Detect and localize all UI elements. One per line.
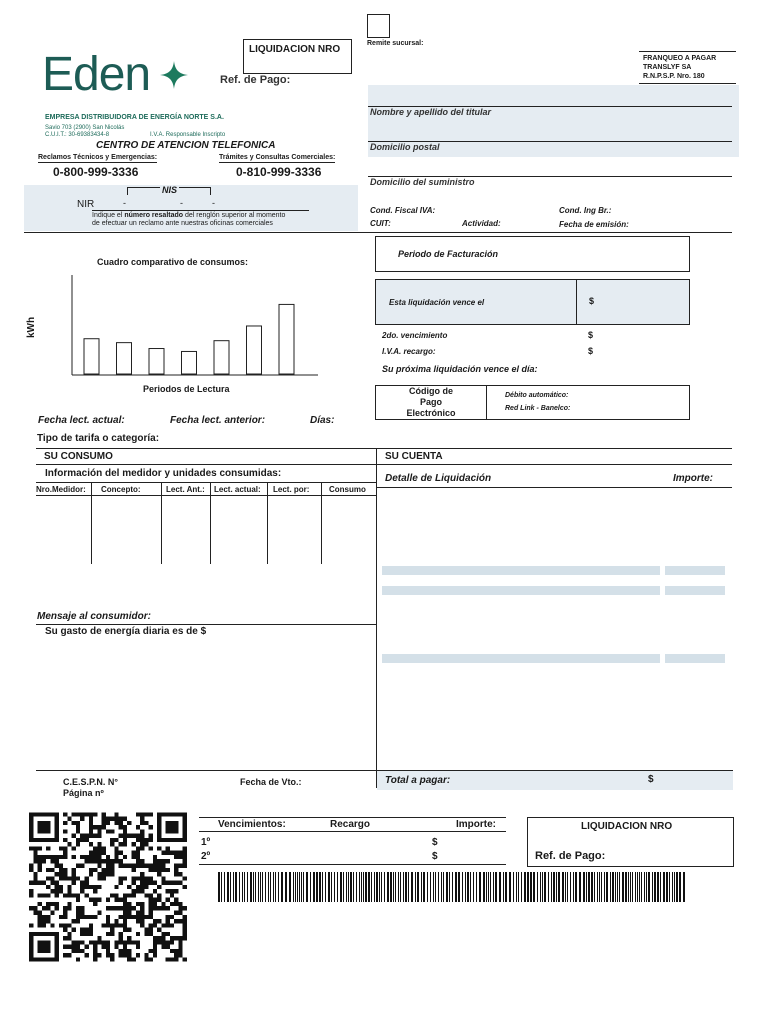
cespn-label: C.E.S.P.N. N° — [63, 777, 118, 787]
logo-star-icon — [160, 61, 188, 89]
consumption-chart — [60, 275, 320, 381]
domicilio-postal-label: Domicilio postal — [370, 142, 440, 152]
detail-amount-band — [665, 566, 725, 575]
chart-title: Cuadro comparativo de consumos: — [97, 257, 249, 267]
nis-label: NIS — [162, 185, 178, 195]
ref-pago-label: Ref. de Pago: — [220, 74, 291, 86]
nis-note-pre: Indique el — [92, 212, 125, 219]
redlink-label: Red Link - Banelco: — [505, 405, 571, 412]
company-cuit: C.U.I.T.: 30-69383434-8 — [45, 132, 110, 138]
liquidacion-footer-label: LIQUIDACION NRO — [581, 821, 673, 832]
total-label: Total a pagar: — [385, 775, 451, 786]
chart-bar-7 — [279, 304, 294, 374]
barcode — [218, 872, 688, 902]
nis-note-bold: número resaltado — [124, 212, 184, 219]
detail-row-band — [382, 586, 660, 595]
chart-bar-5 — [214, 341, 229, 374]
actividad-label: Actividad: — [462, 219, 501, 228]
venc-row-1: 1º — [201, 837, 211, 848]
logo-text: Eden — [42, 48, 151, 101]
remite-checkbox — [367, 14, 390, 38]
chart-xlabel: Periodos de Lectura — [143, 384, 230, 394]
chart-bar-4 — [182, 351, 197, 374]
medidor-info-label: Información del medidor y unidades consumidas: — [45, 468, 282, 479]
vence-currency: $ — [589, 296, 595, 306]
codigo-pago-label — [378, 386, 484, 419]
liquidacion-label: LIQUIDACION NRO — [249, 44, 341, 55]
importe-footer-label: Importe: — [456, 819, 496, 830]
remite-label: Remite sucursal: — [367, 40, 424, 47]
iva-recargo-currency: $ — [588, 346, 594, 356]
gasto-label: Su gasto de energía diaria es de $ — [45, 626, 207, 637]
ref-pago-footer-label: Ref. de Pago: — [535, 850, 606, 862]
detalle-label: Detalle de Liquidación — [385, 473, 492, 484]
fecha-vto-label: Fecha de Vto.: — [240, 777, 302, 787]
cuit-label: CUIT: — [370, 219, 391, 228]
col-lect-actual: Lect. actual: — [214, 485, 261, 494]
mensaje-label: Mensaje al consumidor: — [37, 611, 151, 622]
company-address: Savio 703 (2900) San Nicolás — [45, 125, 125, 131]
consumo-header: SU CONSUMO — [44, 451, 113, 462]
detail-amount-band — [665, 586, 725, 595]
chart-bar-3 — [149, 349, 164, 374]
nis-dash-3: - — [212, 198, 215, 208]
reclamos-label: Reclamos Técnicos y Emergencias: — [38, 154, 158, 161]
col-medidor: Nro.Medidor: — [36, 485, 86, 494]
nis-underline — [92, 210, 309, 211]
company-name: EMPRESA DISTRIBUIDORA DE ENERGÍA NORTE S.A. — [45, 114, 224, 121]
nis-note-line2: de efectuar un reclamo ante nuestras oficinas comerciales — [92, 220, 273, 227]
chart-bar-1 — [84, 339, 99, 374]
importe-label: Importe: — [673, 473, 713, 484]
company-iva: I.V.A. Responsable Inscripto — [150, 132, 226, 138]
reclamos-phone: 0-800-999-3336 — [53, 165, 139, 179]
tramites-phone: 0-810-999-3336 — [236, 165, 322, 179]
chart-bar-2 — [117, 343, 132, 374]
franqueo-block — [639, 51, 736, 84]
venc-row-2-currency: $ — [432, 851, 438, 862]
franqueo-line-2: TRANSLYF SA — [643, 64, 692, 71]
codigo-pago-line-1: Código de — [409, 386, 453, 396]
nis-dash-2: - — [180, 198, 183, 208]
col-consumo: Consumo — [329, 485, 366, 494]
chart-bar-6 — [247, 326, 262, 374]
fecha-actual-label: Fecha lect. actual: — [38, 415, 125, 426]
nis-dash-1: - — [123, 198, 126, 208]
iva-recargo-label: I.V.A. recargo: — [382, 347, 436, 356]
nis-note-post: del renglón superior al momento — [183, 212, 286, 219]
col-lect-ant: Lect. Ant.: — [166, 485, 205, 494]
franqueo-line-3: R.N.P.S.P. Nro. 180 — [643, 73, 705, 80]
codigo-pago-line-2: Pago — [419, 397, 442, 407]
proxima-label: Su próxima liquidación vence el día: — [382, 364, 538, 374]
fecha-emision-label: Fecha de emisión: — [559, 220, 629, 229]
detail-amount-band — [665, 654, 725, 663]
tarifa-label: Tipo de tarifa o categoría: — [37, 433, 160, 444]
domicilio-suministro-label: Domicilio del suministro — [370, 177, 475, 187]
pagina-label: Página nº — [63, 788, 104, 798]
vence-label: Esta liquidación vence el — [389, 298, 485, 307]
cuenta-header: SU CUENTA — [385, 451, 443, 462]
total-currency: $ — [648, 774, 654, 785]
col-lect-por: Lect. por: — [273, 485, 310, 494]
detail-row-band — [382, 654, 660, 663]
call-center-title: CENTRO DE ATENCION TELEFONICA — [96, 140, 276, 151]
periodo-label: Periodo de Facturación — [398, 249, 499, 259]
fecha-anterior-label: Fecha lect. anterior: — [170, 415, 266, 426]
cond-iva-label: Cond. Fiscal IVA: — [370, 206, 436, 215]
vencimientos-label: Vencimientos: — [218, 819, 286, 830]
qr-code — [29, 812, 187, 962]
segundo-venc-label: 2do. vencimiento — [382, 331, 448, 340]
codigo-pago-line-3: Electrónico — [406, 408, 456, 418]
franqueo-line-1: FRANQUEO A PAGAR — [643, 55, 717, 62]
segundo-venc-currency: $ — [588, 330, 594, 340]
recargo-label: Recargo — [330, 819, 371, 830]
chart-ylabel: kWh — [26, 316, 37, 338]
venc-row-2: 2º — [201, 851, 211, 862]
nombre-label: Nombre y apellido del titular — [370, 107, 492, 117]
dias-label: Días: — [310, 415, 335, 426]
venc-row-1-currency: $ — [432, 837, 438, 848]
eden-logo — [42, 50, 150, 100]
col-concepto: Concepto: — [101, 485, 141, 494]
tramites-label: Trámites y Consultas Comerciales: — [219, 154, 336, 161]
nis-note — [92, 212, 285, 228]
detail-row-band — [382, 566, 660, 575]
cond-ingbr-label: Cond. Ing Br.: — [559, 206, 612, 215]
debito-label: Débito automático: — [505, 392, 569, 399]
nir-label: NIR — [77, 199, 95, 210]
